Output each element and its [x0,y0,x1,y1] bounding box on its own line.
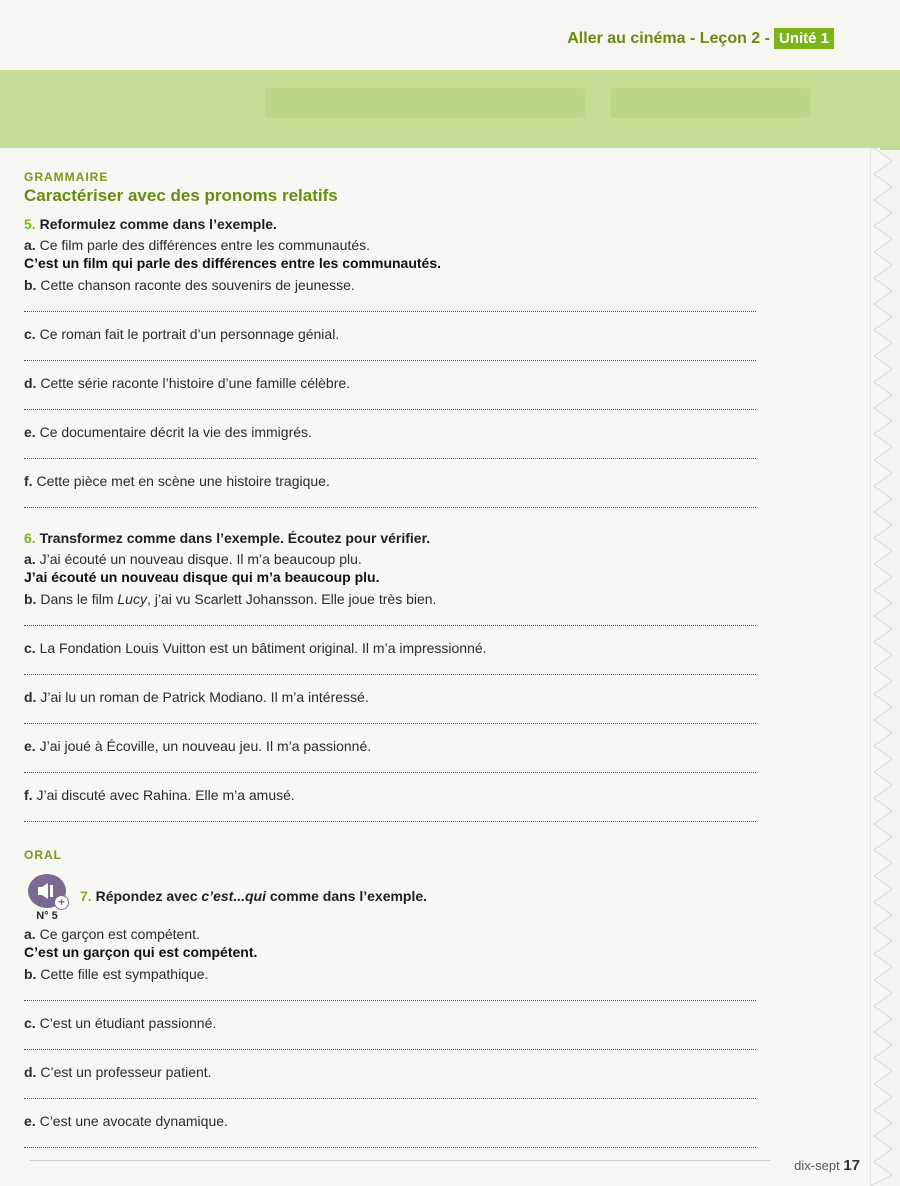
item-letter: a. [24,926,36,942]
speaker-icon[interactable] [28,874,66,908]
page-footer [794,1157,860,1174]
exercise-item [24,689,764,706]
exercise-item [24,424,764,441]
answer-line[interactable] [24,624,756,626]
answer-line[interactable] [24,408,756,410]
example-answer: C’est un garçon qui est compétent. [24,944,258,960]
item-text: J’ai joué à Écoville, un nouveau jeu. Il m’a passionné. [39,738,372,754]
example-answer: C’est un film qui parle des différences entre les communautés. [24,255,442,271]
exercise-instruction: Répondez avec c’est...qui comme dans l’exemple. [95,888,428,904]
footer-rule [30,1160,770,1161]
exercise-item [24,375,764,392]
exercise-item [24,787,764,804]
item-letter: b. [24,966,37,982]
item-text: J’ai lu un roman de Patrick Modiano. Il m’a intéressé. [40,689,369,705]
exercise-number: 7. [80,888,92,904]
exercise-number: 5. [24,216,36,232]
exercise-item [24,738,764,755]
exercise-5-heading [24,216,764,232]
exercise-instruction: Transformez comme dans l’exemple. Écoutez pour vérifier. [39,530,431,546]
audio-track[interactable] [24,874,70,922]
zigzag-edge [870,148,900,1186]
item-letter: d. [24,375,37,391]
audio-number: N° 5 [36,910,58,922]
item-text: C’est un professeur patient. [40,1064,212,1080]
exercise-7-heading [80,888,427,904]
item-text: Cette pièce met en scène une histoire tragique. [36,473,330,489]
example-line [24,926,764,943]
item-letter: f. [24,787,33,803]
item-text: C’est une avocate dynamique. [39,1113,228,1129]
example-line [24,551,764,568]
answer-line[interactable] [24,1048,756,1050]
exercise-item [24,1015,764,1032]
exercise-item [24,640,764,657]
exercise-item [24,473,764,490]
answer-line[interactable] [24,771,756,773]
item-text: Dans le film Lucy, j’ai vu Scarlett Johansson. Elle joue très bien. [40,591,437,607]
exercise-7-heading-row [24,874,764,922]
item-letter: b. [24,591,37,607]
item-letter: e. [24,738,36,754]
example-answer: J’ai écouté un nouveau disque qui m’a beaucoup plu. [24,569,380,585]
item-letter: c. [24,326,36,342]
exercise-item [24,591,764,608]
item-text: Cette série raconte l’histoire d’une famille célèbre. [40,375,351,391]
item-text: C’est un étudiant passionné. [39,1015,217,1031]
exercise-7-items [24,966,764,1148]
speaker-glyph-icon [37,882,57,900]
page-number-word: dix-sept [794,1158,840,1173]
item-letter: d. [24,689,37,705]
answer-line[interactable] [24,457,756,459]
item-letter: d. [24,1064,37,1080]
answer-line[interactable] [24,506,756,508]
item-letter: e. [24,424,36,440]
item-letter: a. [24,551,36,567]
band-shape-2 [610,88,810,118]
exercise-item [24,966,764,983]
answer-line[interactable] [24,999,756,1001]
exercise-item [24,277,764,294]
exercise-item [24,1113,764,1130]
item-text: Cette fille est sympathique. [40,966,209,982]
item-letter: f. [24,473,33,489]
breadcrumb [567,28,834,49]
section-title: Caractériser avec des pronoms relatifs [24,186,338,205]
section-label: GRAMMAIRE [24,170,109,184]
answer-line[interactable] [24,1097,756,1099]
item-letter: c. [24,640,36,656]
item-letter: e. [24,1113,36,1129]
answer-line[interactable] [24,673,756,675]
answer-line[interactable] [24,820,756,822]
exercise-6-heading [24,530,764,546]
item-letter: b. [24,277,37,293]
item-text: Ce roman fait le portrait d’un personnage génial. [39,326,340,342]
item-text: Ce documentaire décrit la vie des immigrés. [39,424,312,440]
exercise-5-items [24,277,764,508]
breadcrumb-text: Aller au cinéma - Leçon 2 - [567,29,770,47]
oral-label: ORAL [24,848,62,862]
exercise-6-items [24,591,764,822]
unit-badge: Unité 1 [774,28,834,49]
item-text: La Fondation Louis Vuitton est un bâtiment original. Il m’a impressionné. [39,640,487,656]
example-line [24,237,764,254]
item-text: Ce garçon est compétent. [39,926,200,942]
exercise-item [24,1064,764,1081]
item-letter: c. [24,1015,36,1031]
page-number: 17 [843,1157,860,1174]
item-text: Ce film parle des différences entre les communautés. [39,237,371,253]
exercise-number: 6. [24,530,36,546]
answer-line[interactable] [24,722,756,724]
exercise-content [24,170,764,1162]
green-band [0,70,900,150]
plus-icon: + [54,895,69,910]
item-text: J’ai écouté un nouveau disque. Il m’a beaucoup plu. [39,551,362,567]
answer-line[interactable] [24,1146,756,1148]
exercise-instruction: Reformulez comme dans l’exemple. [39,216,277,232]
exercise-item [24,326,764,343]
item-text: J’ai discuté avec Rahina. Elle m’a amusé. [36,787,295,803]
item-letter: a. [24,237,36,253]
answer-line[interactable] [24,359,756,361]
answer-line[interactable] [24,310,756,312]
item-text: Cette chanson raconte des souvenirs de jeunesse. [40,277,355,293]
band-shape-1 [265,88,585,118]
